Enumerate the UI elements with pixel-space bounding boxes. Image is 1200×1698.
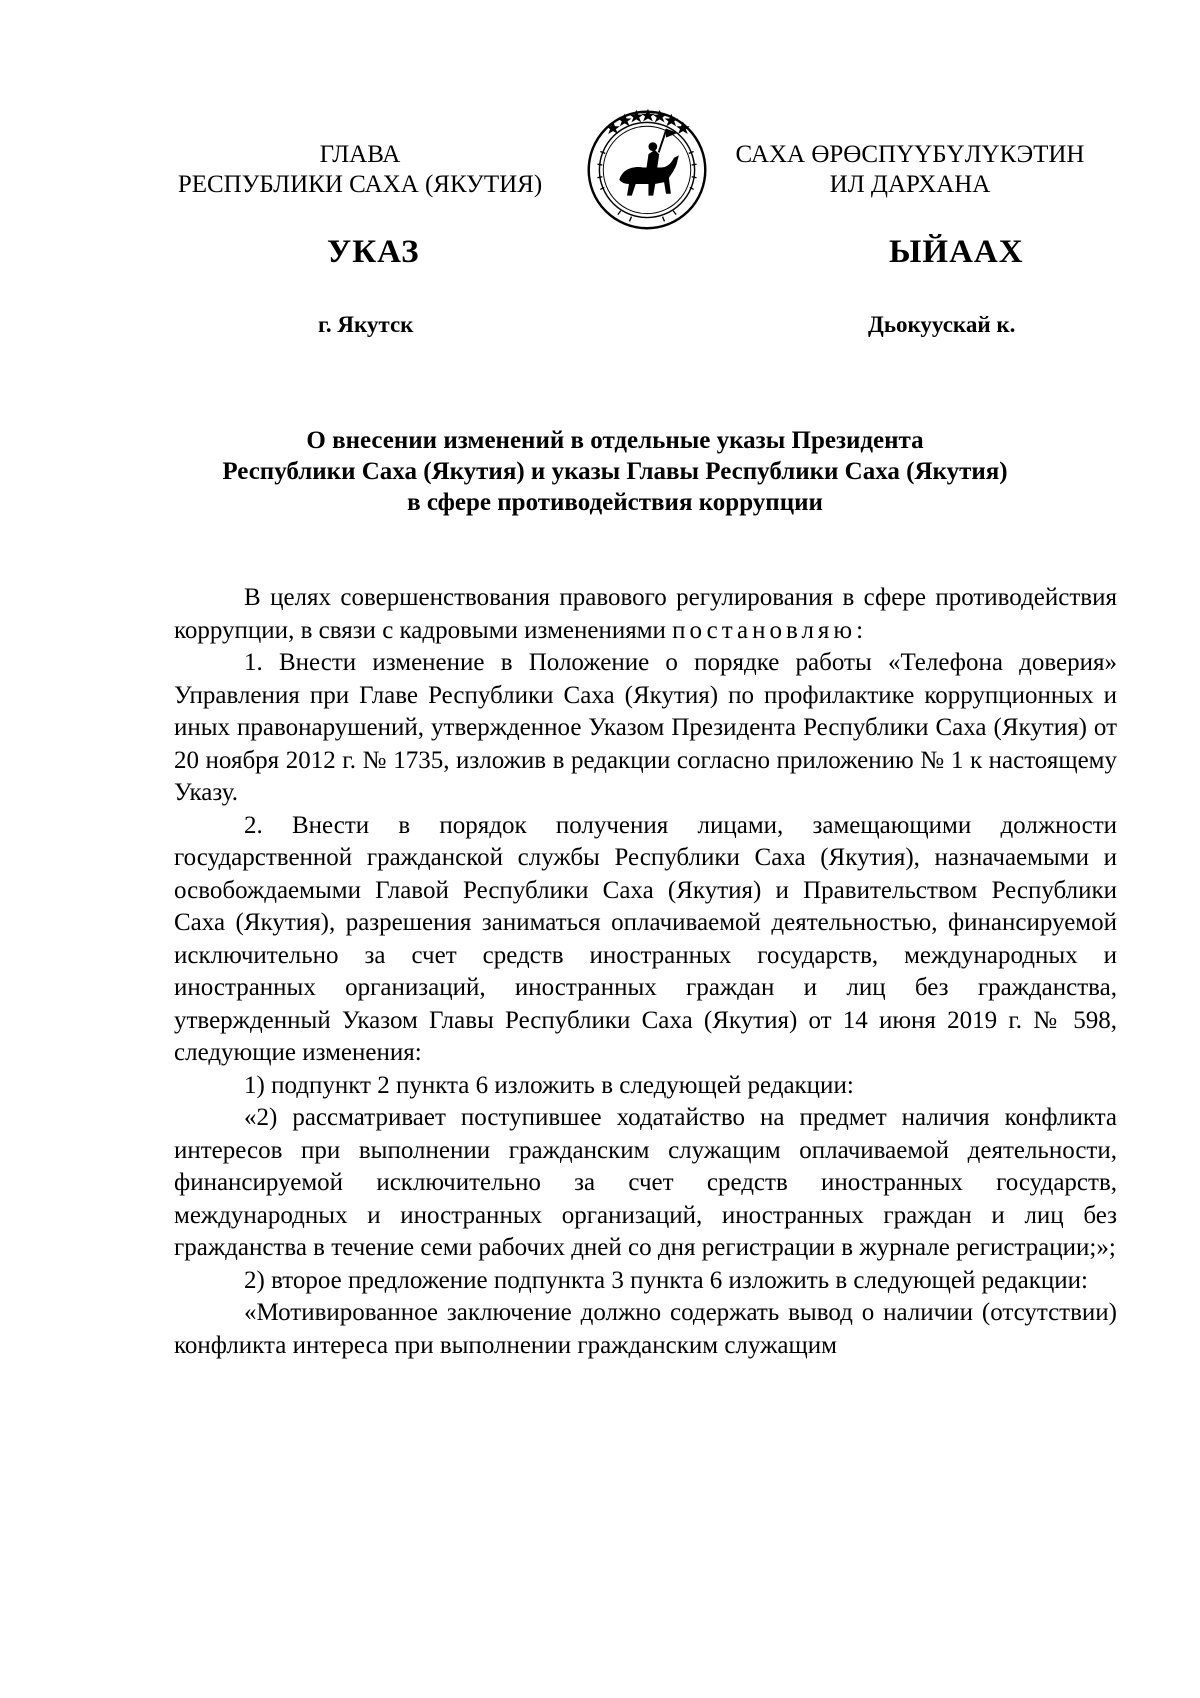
header-right xyxy=(690,140,1130,200)
city-ru: г. Якутск xyxy=(318,312,414,337)
document-type-ru: УКАЗ xyxy=(327,234,420,270)
subitem-1-quote: «2) рассматривает поступившее ходатайство на предмет наличия конфликта интересов при выполнении гражданским служащим оплачиваемой деятельности, финансируемой исключительно за счет средств иностранных государств, международных и иностранных организаций, иностранных граждан и лиц без гражданства в течение семи рабочих дней со дня регистрации в журнале регистрации;»; xyxy=(174,1104,1117,1261)
authority-title-sah: САХА ӨРӨСПҮҮБҮЛҮКЭТИН xyxy=(735,141,1085,168)
document-title xyxy=(150,425,1080,518)
authority-subtitle-sah: ИЛ ДАРХАНА xyxy=(829,171,991,198)
paragraph-item-1: 1. Внести изменение в Положение о порядке работы «Телефона доверия» Управления при Главе Республики Саха (Якутия) по профилактике коррупционных и иных правонарушений, утвержденное Указом Президента Республики Саха (Якутия) от 20 ноября 2012 г. № 1735, изложив в редакции согласно приложению № 1 к настоящему Указу. xyxy=(174,649,1117,806)
authority-title-ru: ГЛАВА xyxy=(319,141,401,168)
city-sah: Дьокуускай к. xyxy=(868,312,1016,337)
subitem-1: 1) подпункт 2 пункта 6 изложить в следующей редакции: xyxy=(244,1071,854,1099)
authority-subtitle-ru: РЕСПУБЛИКИ САХА (ЯКУТИЯ) xyxy=(177,171,543,198)
preamble-paragraph xyxy=(174,582,1117,647)
header-left xyxy=(150,140,570,200)
title-line-3: в сфере противодействия коррупции xyxy=(407,489,823,516)
decree-colon: : xyxy=(856,616,864,644)
title-line-1: О внесении изменений в отдельные указы Президента xyxy=(306,427,924,454)
title-line-2: Республики Саха (Якутия) и указы Главы Республики Саха (Якутия) xyxy=(222,458,1008,485)
subitem-2: 2) второе предложение подпункта 3 пункта 6 изложить в следующей редакции: xyxy=(244,1266,1088,1294)
document-body xyxy=(174,582,1117,1362)
paragraph-item-2: 2. Внести в порядок получения лицами, замещающими должности государственной гражданской службы Республики Саха (Якутия), назначаемыми и освобождаемыми Главой Республики Саха (Якутия) и Правительством Республики Саха (Якутия), разрешения заниматься оплачиваемой деятельностью, финансируемой исключительно за счет средств иностранных государств, международных и иностранных организаций, иностранных граждан и лиц без гражданства, утвержденный Указом Главы Республики Саха (Якутия) от 14 июня 2019 г. № 598, следующие изменения: xyxy=(174,811,1117,1066)
preamble-text: В целях совершенствования правового регулирования в сфере противодействия коррупции, в связи с кадровыми изменениями xyxy=(174,584,1117,644)
subitem-2-quote: «Мотивированное заключение должно содержать вывод о наличии (отсутствии) конфликта интереса при выполнении гражданским служащим xyxy=(174,1299,1117,1359)
document-type-sah: ЫЙААХ xyxy=(889,234,1024,270)
decree-word: постановляю xyxy=(672,616,857,644)
